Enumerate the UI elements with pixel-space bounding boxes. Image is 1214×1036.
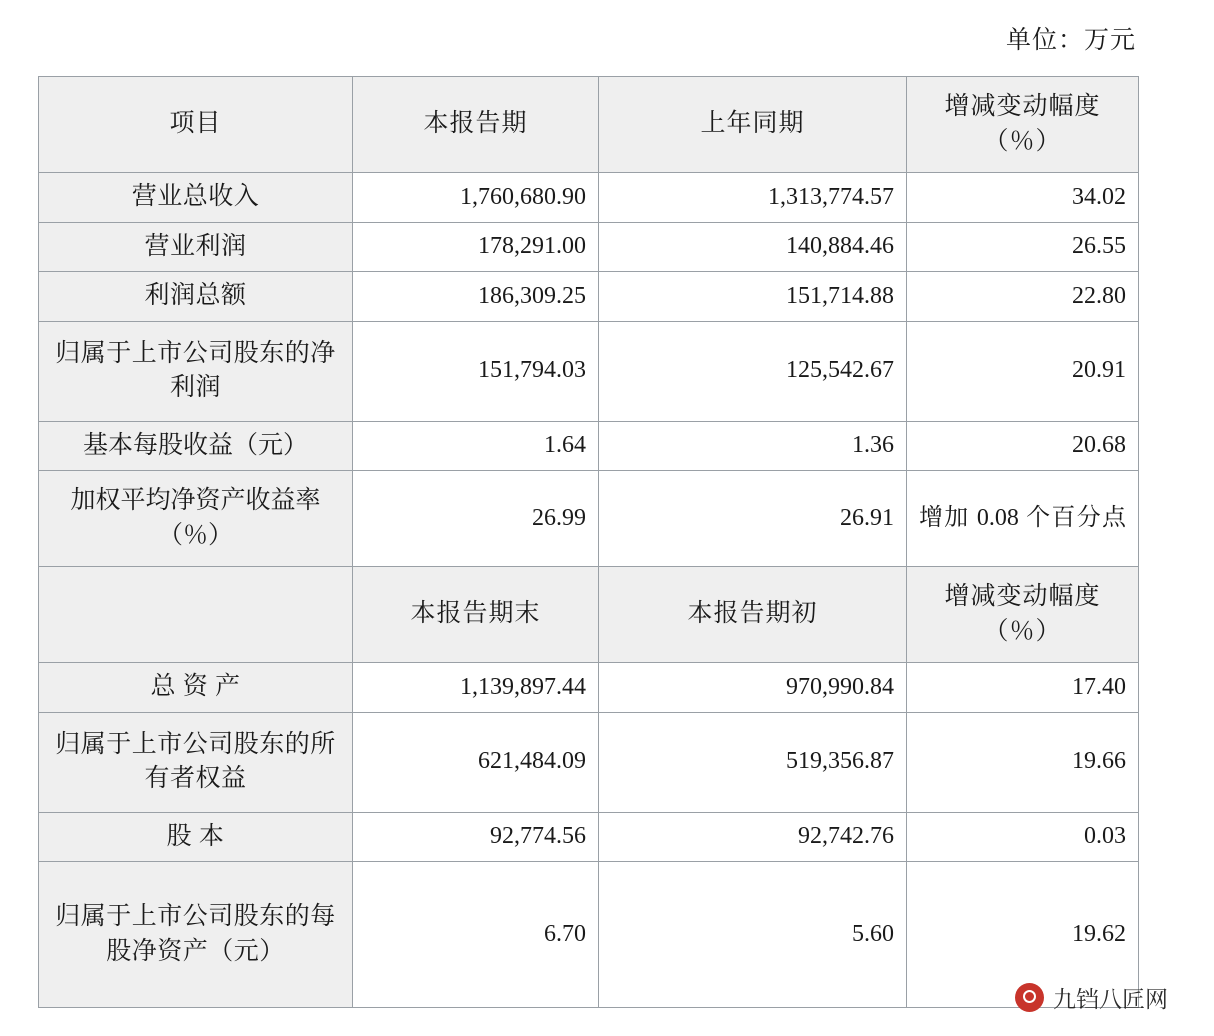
row-change-note: 增加 0.08 个百分点 (907, 471, 1139, 567)
table-row (39, 812, 1139, 862)
row-previous-value: 125,542.67 (599, 321, 907, 421)
row-change-value: 19.62 (907, 862, 1139, 1008)
row-previous-value: 92,742.76 (599, 812, 907, 862)
financial-summary-table (38, 76, 1139, 1008)
table-row (39, 862, 1139, 1008)
header-previous-period: 上年同期 (599, 77, 907, 173)
row-label: 股 本 (39, 812, 353, 862)
row-current-value: 178,291.00 (353, 222, 599, 272)
unit-note: 单位：万元 (1005, 27, 1136, 54)
row-change-value: 34.02 (907, 173, 1139, 223)
row-label: 加权平均净资产收益率（％） (39, 471, 353, 567)
table-row (39, 663, 1139, 713)
watermark-logo-icon (1015, 983, 1044, 1012)
table-header-row-2 (39, 567, 1139, 663)
row-previous-value: 519,356.87 (599, 712, 907, 812)
row-current-value: 1,760,680.90 (353, 173, 599, 223)
row-current-value: 26.99 (353, 471, 599, 567)
row-previous-value: 1,313,774.57 (599, 173, 907, 223)
header-change-rate (907, 77, 1139, 173)
row-label: 营业利润 (39, 222, 353, 272)
header-period-end: 本报告期末 (353, 567, 599, 663)
row-previous-value: 151,714.88 (599, 272, 907, 322)
row-previous-value: 26.91 (599, 471, 907, 567)
header-item: 项目 (39, 77, 353, 173)
watermark-label: 九铛八匠网 (1053, 986, 1168, 1012)
row-change-value: 22.80 (907, 272, 1139, 322)
row-change-value: 0.03 (907, 812, 1139, 862)
row-current-value: 151,794.03 (353, 321, 599, 421)
row-label: 基本每股收益（元） (39, 421, 353, 471)
header-change-rate-2 (907, 567, 1139, 663)
table-header-row-1 (39, 77, 1139, 173)
table-row (39, 173, 1139, 223)
table-row (39, 421, 1139, 471)
row-change-value: 20.68 (907, 421, 1139, 471)
row-change-value: 17.40 (907, 663, 1139, 713)
row-label: 归属于上市公司股东的每股净资产（元） (39, 862, 353, 1008)
row-current-value: 186,309.25 (353, 272, 599, 322)
row-label: 归属于上市公司股东的净利润 (39, 321, 353, 421)
row-previous-value: 1.36 (599, 421, 907, 471)
row-previous-value: 970,990.84 (599, 663, 907, 713)
row-previous-value: 5.60 (599, 862, 907, 1008)
row-change-value: 26.55 (907, 222, 1139, 272)
table-row (39, 222, 1139, 272)
header-change-rate-line2: （％） (983, 127, 1062, 155)
row-current-value: 621,484.09 (353, 712, 599, 812)
row-label: 归属于上市公司股东的所有者权益 (39, 712, 353, 812)
row-current-value: 92,774.56 (353, 812, 599, 862)
table-row (39, 471, 1139, 567)
header-change-rate-line1: 增减变动幅度 (944, 93, 1101, 120)
row-current-value: 1,139,897.44 (353, 663, 599, 713)
table-row (39, 272, 1139, 322)
watermark (1015, 981, 1168, 1014)
row-label: 营业总收入 (39, 173, 353, 223)
row-previous-value: 140,884.46 (599, 222, 907, 272)
row-change-value: 19.66 (907, 712, 1139, 812)
table-row (39, 712, 1139, 812)
table-row (39, 321, 1139, 421)
header-period-begin: 本报告期初 (599, 567, 907, 663)
header-blank (39, 567, 353, 663)
row-label: 利润总额 (39, 272, 353, 322)
header-change-rate-2-line1: 增减变动幅度 (944, 583, 1101, 610)
row-current-value: 1.64 (353, 421, 599, 471)
row-current-value: 6.70 (353, 862, 599, 1008)
row-label: 总 资 产 (39, 663, 353, 713)
row-change-value: 20.91 (907, 321, 1139, 421)
header-change-rate-2-line2: （％） (983, 617, 1062, 645)
header-current-period: 本报告期 (353, 77, 599, 173)
